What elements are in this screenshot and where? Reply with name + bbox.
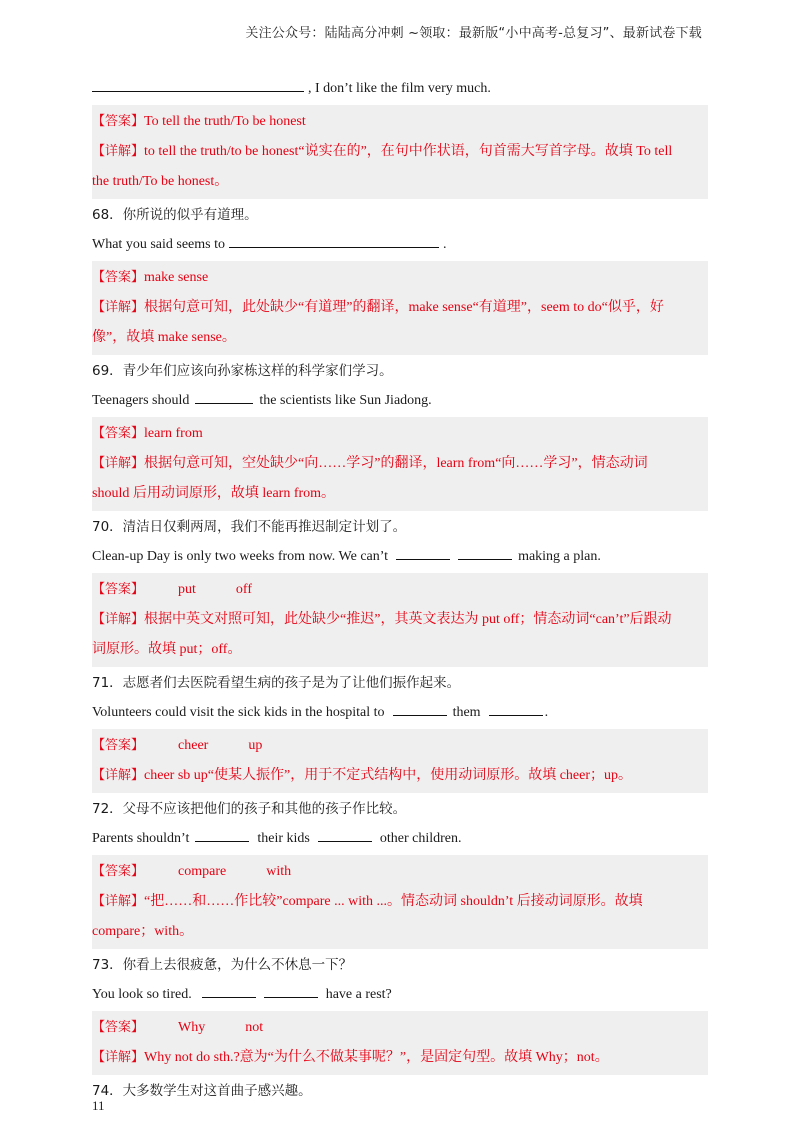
question-69-chinese: 69．青少年们应该向孙家栋这样的科学家们学习。 xyxy=(92,363,393,379)
question-69-english: Teenagers should the scientists like Sun Jiadong. xyxy=(92,386,708,416)
question-73-chinese: 73．你看上去很疲惫，为什么不休息一下？ xyxy=(92,957,353,973)
answer-line: 【答案】learn from xyxy=(92,426,203,441)
question-70-chinese: 70．清洁日仅剩两周，我们不能再推迟制定计划了。 xyxy=(92,519,407,535)
answer-blank xyxy=(195,825,249,842)
answer-blank xyxy=(202,981,256,998)
answer-line: 【答案】 compare with xyxy=(92,864,292,879)
document-body xyxy=(92,74,708,1106)
question-72-english: Parents shouldn’t their kids other children. xyxy=(92,824,708,854)
answer-blank xyxy=(229,231,439,248)
answer-line: 【答案】 Why not xyxy=(92,1020,264,1035)
question-68-answer-box xyxy=(92,261,708,355)
detail-line: 【详解】to tell the truth/to be honest“说实在的”，在句中作状语，句首需大写首字母。故填 To tell xyxy=(92,144,673,159)
question-67-english: , I don’t like the film very much. xyxy=(92,74,708,104)
question-74-chinese: 74．大多数学生对这首曲子感兴趣。 xyxy=(92,1083,312,1099)
question-68-chinese: 68．你所说的似乎有道理。 xyxy=(92,207,258,223)
answer-blank xyxy=(318,825,372,842)
answer-line: 【答案】To tell the truth/To be honest xyxy=(92,114,306,129)
detail-line-continued: compare；with。 xyxy=(92,924,194,939)
question-72-answer-box xyxy=(92,855,708,949)
detail-line-continued: should 后用动词原形，故填 learn from。 xyxy=(92,486,336,501)
question-71-chinese: 71．志愿者们去医院看望生病的孩子是为了让他们振作起来。 xyxy=(92,675,461,691)
answer-blank xyxy=(458,543,512,560)
answer-line: 【答案】make sense xyxy=(92,270,209,285)
detail-line: 【详解】Why not do sth.?意为“为什么不做某事呢？”，是固定句型。故填 Why；not。 xyxy=(92,1050,609,1065)
question-71-english: Volunteers could visit the sick kids in the hospital to them . xyxy=(92,698,708,728)
answer-blank xyxy=(264,981,318,998)
answer-blank xyxy=(195,387,253,404)
answer-line: 【答案】 cheer up xyxy=(92,738,263,753)
page-number: 11 xyxy=(92,1098,105,1113)
question-73-answer-box xyxy=(92,1011,708,1075)
detail-line: 【详解】根据句意可知，空处缺少“向……学习”的翻译，learn from“向……学习”，情态动词 xyxy=(92,456,648,471)
detail-line: 【详解】根据中英文对照可知，此处缺少“推迟”，其英文表达为 put off；情态动词“can’t”后跟动 xyxy=(92,612,672,627)
question-72-chinese: 72．父母不应该把他们的孩子和其他的孩子作比较。 xyxy=(92,801,407,817)
detail-line-continued: 词原形。故填 put；off。 xyxy=(92,642,242,657)
answer-blank xyxy=(489,699,543,716)
detail-line: 【详解】“把……和……作比较”compare ... with ...。情态动词 shouldn’t 后接动词原形。故填 xyxy=(92,894,643,909)
answer-blank xyxy=(393,699,447,716)
question-69-answer-box xyxy=(92,417,708,511)
question-68-english: What you said seems to . xyxy=(92,230,708,260)
detail-line-continued: the truth/To be honest。 xyxy=(92,174,229,189)
page-header: 关注公众号：陆陆高分冲刺 ~领取：最新版“小中高考-总复习”、最新试卷下载 xyxy=(245,26,702,41)
question-71-answer-box xyxy=(92,729,708,793)
question-70-english: Clean-up Day is only two weeks from now. We can’t making a plan. xyxy=(92,542,708,572)
detail-line: 【详解】cheer sb up“使某人振作”，用于不定式结构中，使用动词原形。故填 cheer；up。 xyxy=(92,768,632,783)
detail-line-continued: 像”，故填 make sense。 xyxy=(92,330,236,345)
question-73-english: You look so tired. have a rest? xyxy=(92,980,708,1010)
question-70-answer-box xyxy=(92,573,708,667)
detail-line: 【详解】根据句意可知，此处缺少“有道理”的翻译，make sense“有道理”，seem to do“似乎，好 xyxy=(92,300,664,315)
question-67-answer-box xyxy=(92,105,708,199)
answer-blank xyxy=(396,543,450,560)
answer-blank xyxy=(92,75,304,92)
answer-line: 【答案】 put off xyxy=(92,582,252,597)
